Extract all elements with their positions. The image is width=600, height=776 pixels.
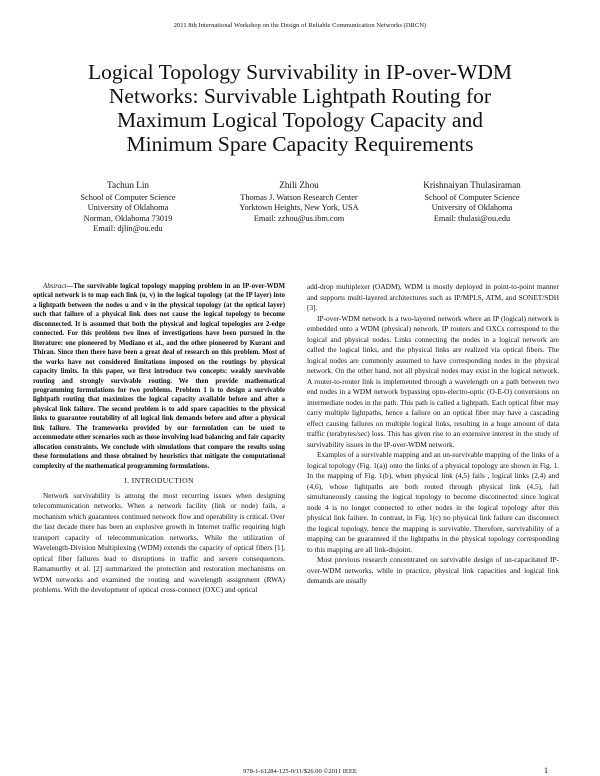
author-email: Email: thulasi@ou.edu [433, 213, 511, 223]
abstract [33, 282, 285, 471]
author-address: Norman, Oklahoma 73019 [83, 213, 173, 223]
abstract-lead: Abstract [43, 283, 67, 290]
body-paragraph: add-drop multiplexer (OADM), WDM is mostly deployed in point-to-point manner and supports multi-layered architectures such as IP/MPLS, ATM, and SONET/SDH [3]. [307, 282, 559, 312]
right-column [307, 282, 559, 587]
body-paragraph: IP-over-WDM network is a two-layered network where an IP (logical) network is embedded onto a WDM (physical) network. IP routers and OXCs correspond to the logical and physical nodes. Links connecting the nodes in a logical network are called the logical links, and the physical links are realized via optical fibers. The logical nodes are commonly assumed to have corresponding nodes in the physical network. On the other hand, not all physical nodes may exist in the logical network. A router-to-router link is implemented through a wavelength on a path between two end nodes in a WDM network bypassing opto-electro-optic (O-E-O) conversions on intermediate nodes in the path. This path is called a lightpath. Each optical fiber may carry multiple lightpaths, hence a failure on an optical fiber may have a cascading effect causing failures on multiple logical links, resulting in a huge amount of data traffic (terabytes/sec) loss. This has given rise to an extensive interest in the study of survivability issues in the IP-over-WDM network. [307, 313, 559, 449]
author-email: Email: zzhou@us.ibm.com [253, 213, 345, 223]
section-heading: I. INTRODUCTION [124, 476, 194, 486]
author-affiliation: University of Oklahoma [87, 203, 169, 213]
author-address: Yorktown Heights, New York, USA [239, 203, 359, 213]
author-block [48, 180, 552, 248]
author-name: Zhili Zhou [279, 180, 319, 190]
author-affiliation: School of Computer Science [424, 192, 520, 202]
title-line: Maximum Logical Topology Capacity and [117, 108, 483, 132]
title-line: Logical Topology Survivability in IP-over-WDM [87, 60, 513, 84]
title-line: Minimum Spare Capacity Requirements [126, 132, 474, 156]
body-paragraph: Examples of a survivable mapping and an un-survivable mapping of the links of a logical topology (Fig. 1(a)) onto the links of a physical topology are shown in Fig. 1. In the mapping of Fig. 1(b), when physical link (4,5) fails , logical links (2,4) and (4,6), whose lightpaths are both routed through physical link (4,5), fail simultaneously causing the logical topology to become disconnected since logical node 4 is no longer connected to other nodes in the logical topology after this physical link failure. In contrast, in Fig. 1(c) no physical link failure can disconnect the logical topology, hence the mapping is survivable. Therefore, survivability of a mapping can be guaranteed if the lightpaths in the physical topology corresponding to this mapping are all link-disjoint. [307, 450, 559, 554]
title-line: Networks: Survivable Lightpath Routing for [108, 84, 492, 108]
author-affiliation: University of Oklahoma [431, 203, 513, 213]
author-name: Krishnaiyan Thulasiraman [423, 180, 521, 190]
author-2 [206, 180, 392, 224]
conference-header: 2011 8th International Workshop on the Design of Reliable Communication Networks (DRCN) [173, 22, 427, 29]
author-3 [392, 180, 552, 224]
body-paragraph: Most previous research concentrated on survivable design of un-capacitated IP-over-WDM networks, while in practice, physical link capacities and logical link demands are usually [307, 555, 559, 585]
author-affiliation: School of Computer Science [80, 192, 176, 202]
author-email: Email: djlin@ou.edu [93, 224, 163, 234]
paper-title [40, 60, 560, 156]
author-affiliation: Thomas J. Watson Research Center [240, 192, 358, 202]
page-number: 1 [544, 766, 548, 775]
intro-paragraph: Network survivability is among the most recurring issues when designing telecommunication networks. When a network facility (link or node) fails, a mechanism which guarantees continued network flow and operability is critical. Over the last decade there has been an explosive growth in Internet traffic requiring high transport capacity of telecommunication networks. While the utilization of Wavelength-Division Multiplexing (WDM) extends the capacity of optical fibers [1], optical fiber failures lead to disruptions in traffic and severe consequences. Ramamurthy et al. [2] summarized the protection and restoration mechanisms on WDM networks and examined the routing and wavelength assignment (RWA) problems. With the development of optical cross-connect (OXC) and optical [33, 490, 285, 595]
left-column [33, 282, 285, 596]
author-1 [48, 180, 208, 235]
copyright-footer: 978-1-61284-125-0/11/$26.00 ©2011 IEEE [243, 768, 357, 775]
abstract-text: —The survivable logical topology mapping problem in an IP-over-WDM optical network is to map each link (u, v) in the logical topology (at the IP layer) into a lightpath between the nodes u and v in the physical topology (at the optical layer) such that failure of a physical link does not cause the logical topology to become disconnected. It is assumed that both the physical and logical topologies are 2-edge connected. For this problem two lines of investigations have been pursued in the literature: one pioneered by Modiano et al., and the other pioneered by Kurant and Thiran. Since then there have been a great deal of research on this problem. Most of the works have not considered limitations imposed on the routings by physical capacity limits. In this paper, we first introduce two concepts: weakly survivable routing and strongly survivable routing. We then provide mathematical programming formulations for two problems. Problem 1 is to design a survivable lightpath routing that maximizes the logical capacity available before and after a physical link failure. The second problem is to add spare capacities to the physical links to guarantee routability of all logical link demands before and after a physical link failure. The frameworks provided by our formulation can be used to accommodate other scenarios such as those involving load balancing and fair capacity allocation constraints. We conclude with simulations that compare the results using these formulations and those obtained by heuristics that mitigate the computational complexity of the mathematical programming formulations. [33, 283, 285, 470]
author-name: Tachun Lin [107, 180, 149, 190]
